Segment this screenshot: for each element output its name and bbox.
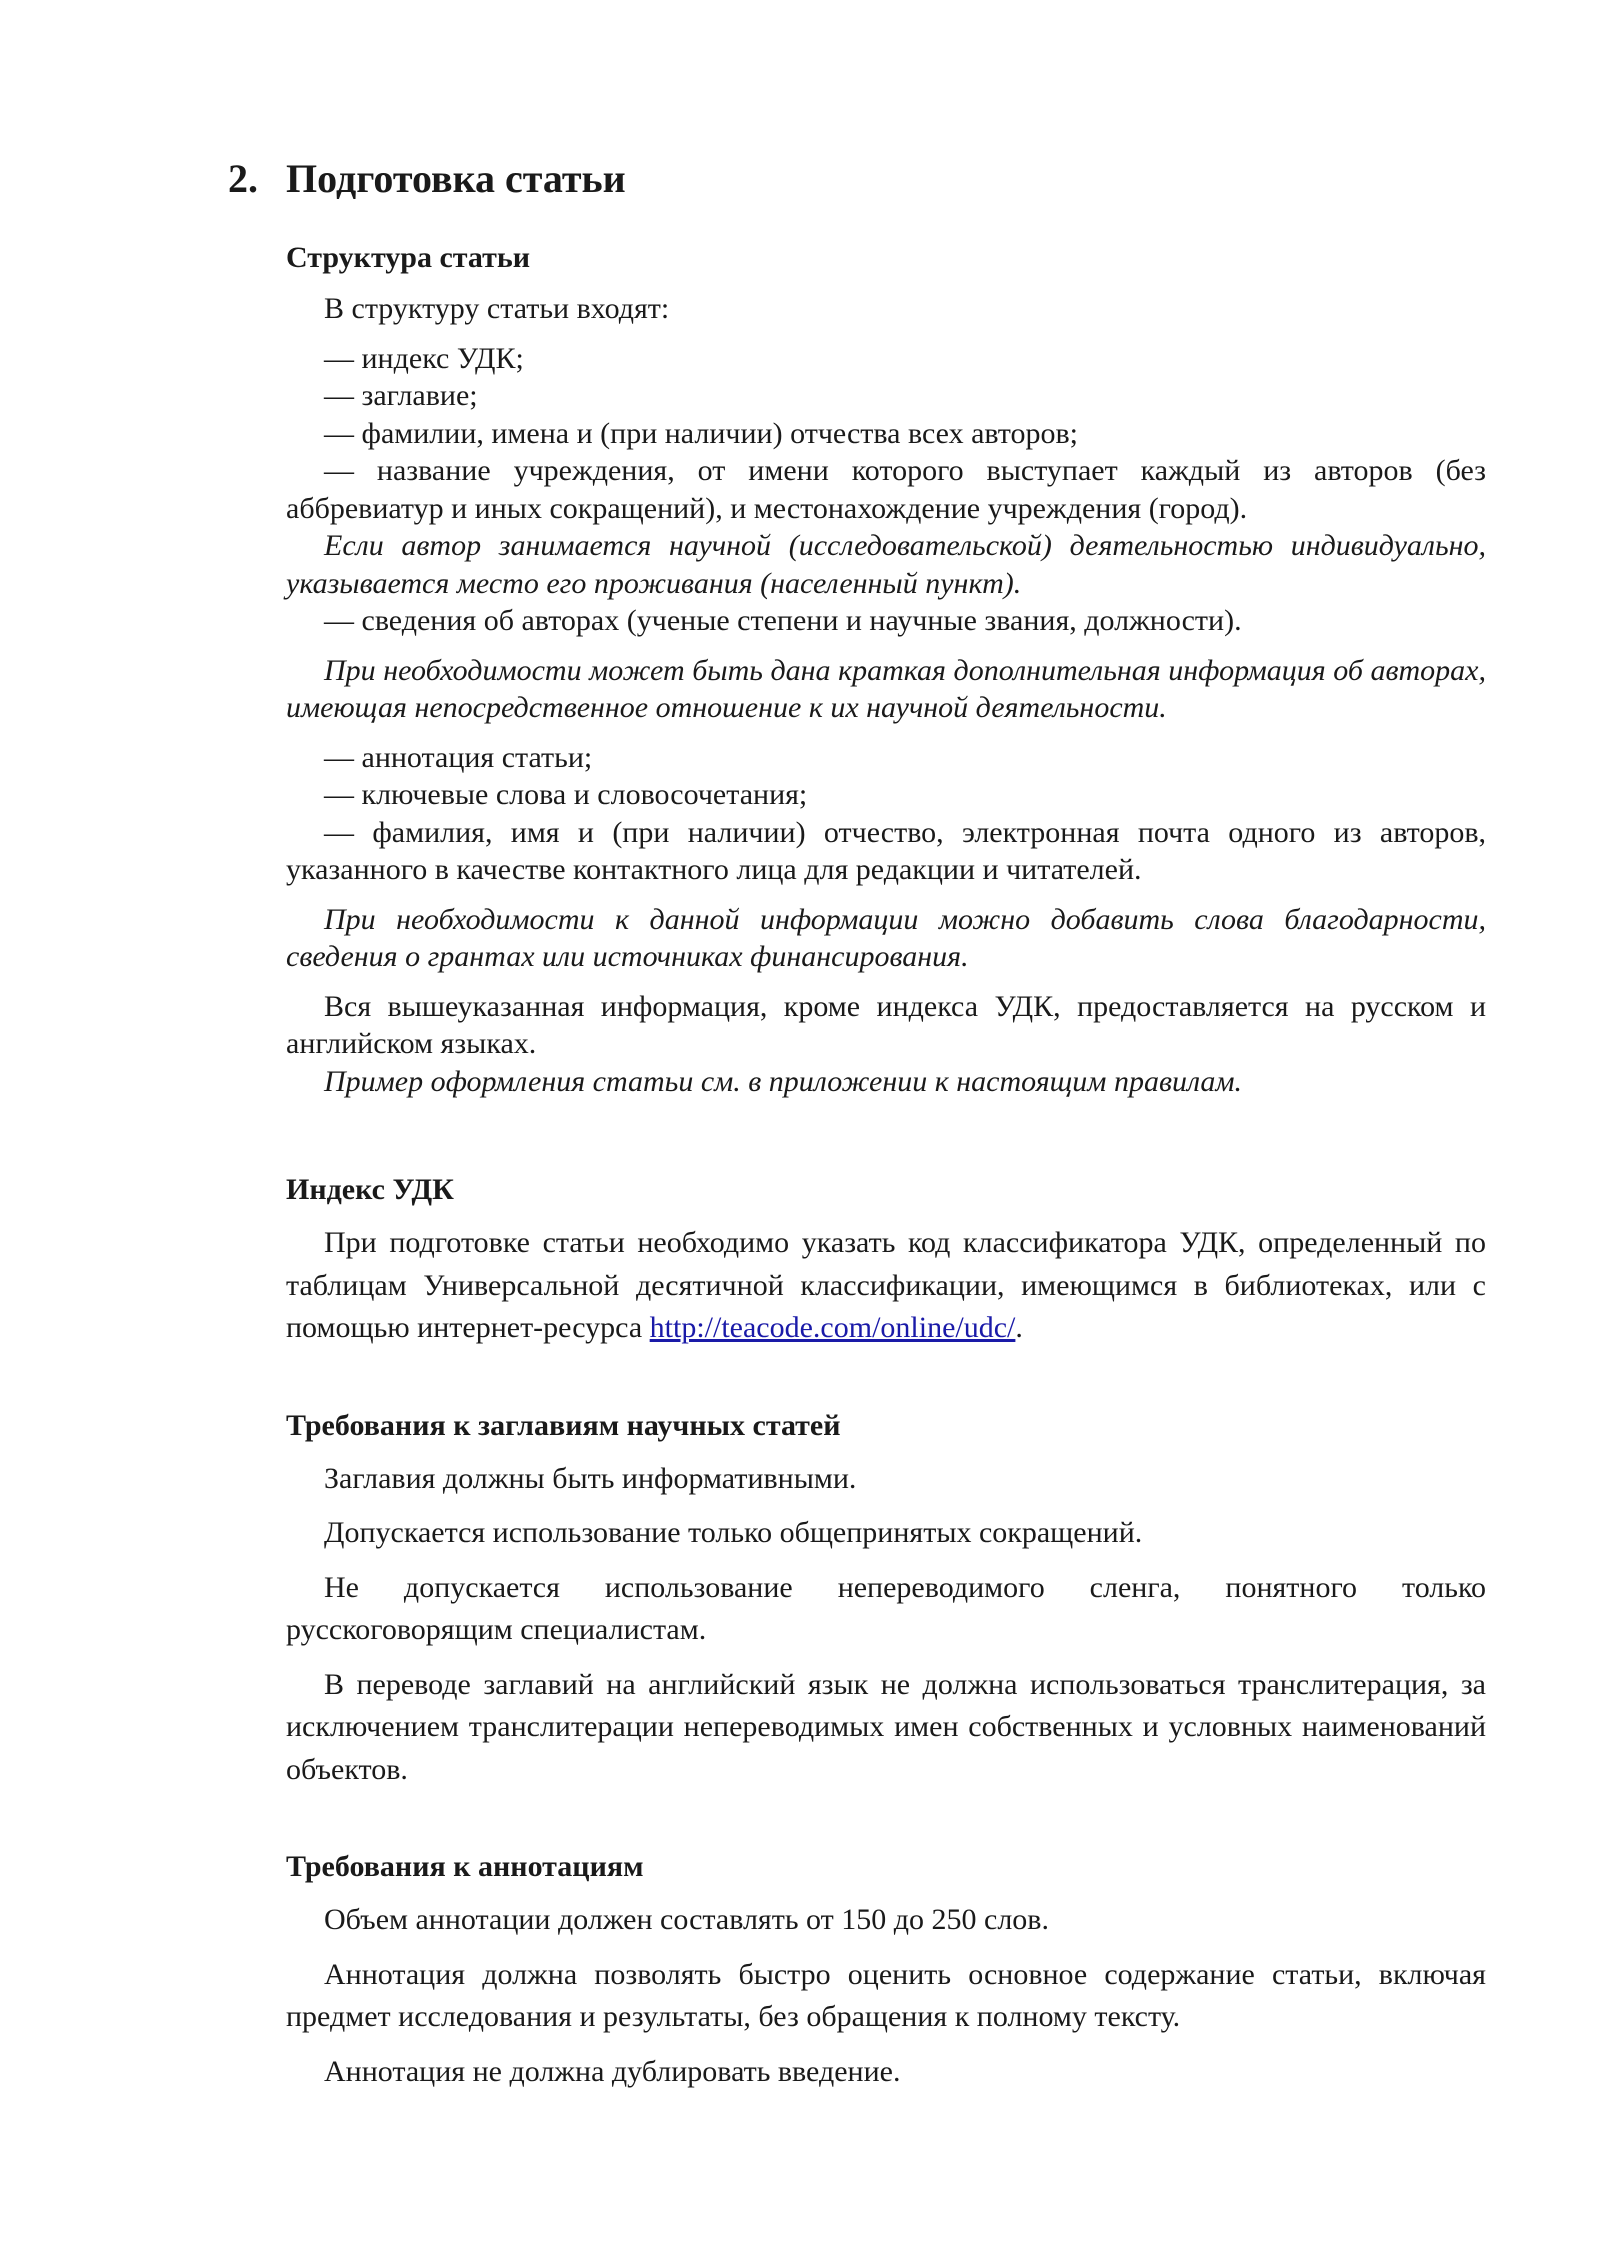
udc-link[interactable]: http://teacode.com/online/udc/ [649,1311,1016,1344]
structure-item-authors-info: — сведения об авторах (ученые степени и научные звания, должности). [324,604,1242,637]
structure-item-keywords: — ключевые слова и словосочетания; [324,778,808,811]
structure-note-extra-info: При необходимости может быть дана краткая дополнительная информация об авторах, имеющая непосредственное отношение к их научной деятельности. [286,653,1486,724]
annotations-paragraph: Аннотация должна позволять быстро оценить основное содержание статьи, включая предмет исследования и результаты, без обращения к полному тексту. [286,1957,1486,2033]
structure-item-contact: — фамилия, имя и (при наличии) отчество, электронная почта одного из авторов, указанного в качестве контактного лица для редакции и читателей. [286,815,1486,886]
structure-example: Пример оформления статьи см. в приложении к настоящим правилам. [324,1064,1243,1098]
titles-paragraph: Допускается использование только общепринятых сокращений. [324,1516,1143,1549]
udc-heading: Индекс УДК [286,1173,454,1206]
structure-item-institution: — название учреждения, от имени которого выступает каждый из авторов (без аббревиатур и иных сокращений), и местонахождение учреждения (город). [286,454,1486,525]
section-heading [228,150,1486,208]
annotations-heading: Требования к аннотациям [286,1850,644,1883]
structure-heading: Структура статьи [286,241,530,274]
structure-note-individual: Если автор занимается научной (исследовательской) деятельностью индивидуально, указывается место его проживания (населенный пункт). [286,529,1486,600]
annotations-paragraph: Объем аннотации должен составлять от 150 до 250 слов. [324,1903,1049,1936]
annotations-paragraph: Аннотация не должна дублировать введение. [324,2054,901,2088]
structure-item-udc: — индекс УДК; [324,341,524,375]
udc-paragraph [286,1222,1486,1350]
titles-paragraph: Не допускается использование непереводимого сленга, понятного только русскоговорящим специалистам. [286,1570,1486,1646]
section-title: Подготовка статьи [286,156,626,201]
document-page [228,150,1486,2093]
titles-paragraph: В переводе заглавий на английский язык не должна использоваться транслитерация, за исключением транслитерации непереводимых имен собственных и условных наименований объектов. [286,1667,1486,1786]
titles-heading: Требования к заглавиям научных статей [286,1408,841,1442]
udc-text: При подготовке статьи необходимо указать код классификатора УДК, определенный по таблицам Универсальной десятичной классификации, имеющимся в библиотеках, или с помощью интернет-ресурса [286,1226,1486,1344]
section-number: 2. [228,156,258,201]
structure-item-title: — заглавие; [324,379,478,412]
structure-intro: В структуру статьи входят: [324,292,670,325]
titles-paragraph: Заглавия должны быть информативными. [324,1461,857,1495]
structure-languages: Вся вышеуказанная информация, кроме индекса УДК, предоставляется на русском и английском языках. [286,989,1486,1060]
structure-note-thanks: При необходимости к данной информации можно добавить слова благодарности, сведения о грантах или источниках финансирования. [286,902,1486,973]
structure-item-names: — фамилии, имена и (при наличии) отчества всех авторов; [324,416,1079,450]
udc-text-end: . [1015,1311,1023,1344]
structure-item-annotation: — аннотация статьи; [324,740,593,774]
